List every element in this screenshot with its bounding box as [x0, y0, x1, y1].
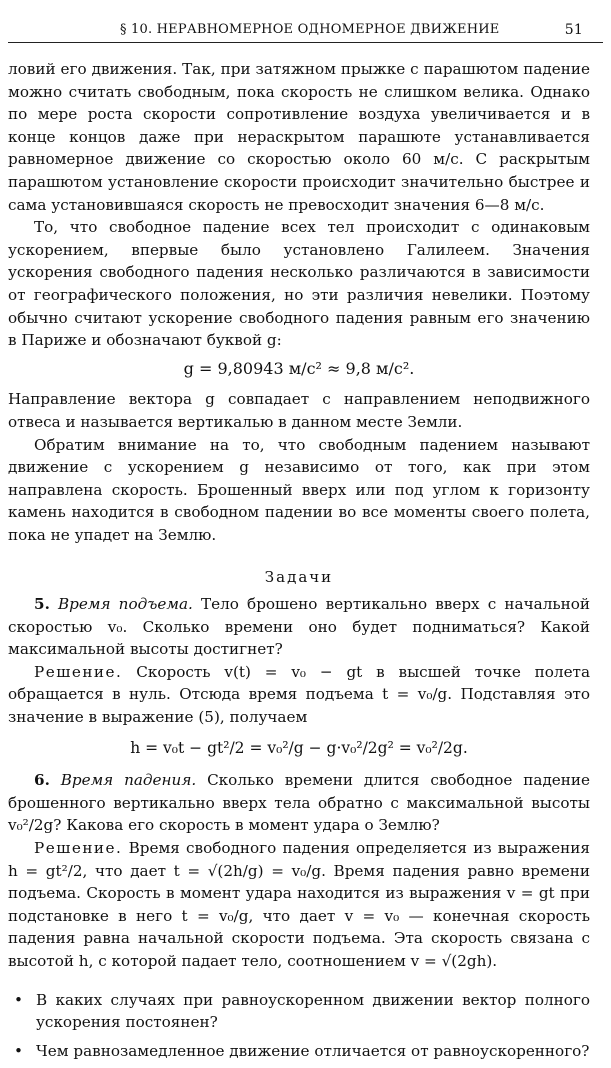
solution-label: Решение.: [34, 839, 123, 857]
solution-label: Решение.: [34, 662, 123, 681]
task-6-solution-text: Время свободного падения определяется из выражения h = gt²/2, что дает t = √(2h/g) = v₀/g. Время падения равно времени подъема. Скорость в момент удара находится из выражения v = gt при подстановке в него t = v₀/g, что дает v = v₀ — конечная скорость падения равна начальной скорости подъема. Эта скорость связана с высотой h, с которой падает тело, соотношением v = √(2gh).: [8, 839, 590, 970]
question-item: [8, 1040, 590, 1063]
running-header: [8, 16, 603, 43]
page-body: [8, 58, 590, 1068]
task-6-solution: [8, 837, 590, 973]
paragraph-galileo: То, что свободное падение всех тел происходит с одинаковым ускорением, впервые было установлено Галилеем. Значения ускорения свободного падения несколько различаются в зависимости от географического положения, но эти различия невелики. Поэтому обычно считают ускорение свободного падения равным его значению в Париже и обозначают буквой g:: [8, 218, 590, 350]
question-text: В каких случаях при равноускоренном движении вектор полного ускорения постоянен?: [36, 990, 590, 1032]
paragraph-vertical: Направление вектора g совпадает с направлением неподвижного отвеса и называется вертикалью в данном месте Земли.: [8, 390, 590, 431]
tasks-heading: Задачи: [264, 568, 334, 587]
formula-g-value: g = 9,80943 м/с² ≈ 9,8 м/с².: [183, 358, 415, 378]
question-text: Чем равнозамедленное движение отличается от равноускоренного?: [36, 1041, 590, 1060]
paragraph-free-fall: Обратим внимание на то, что свободным падением называют движение с ускорением g независимо от того, как при этом направлена скорость. Брошенный вверх или под углом к горизонту камень находится в свободном падении во все моменты своего полета, пока не упадет на Землю.: [8, 435, 590, 544]
bullet-icon: •: [14, 990, 23, 1009]
paragraph-continuation: ловий его движения. Так, при затяжном прыжке с парашютом падение можно считать свободным, пока скорость не слишком велика. Однако по мере роста скорости сопротивление воздуха увеличивается и в конце концов даже при нераскрытом парашюте устанавливается равномерное движение со скоростью около 60 м/с. С раскрытым парашютом установление скорости происходит значительно быстрее и сама установившаяся скорость не превосходит значения 6—8 м/с.: [8, 60, 590, 214]
task-5-text: Тело брошено вертикально вверх с начальной скоростью v₀. Сколько времени оно будет подниматься? Какой максимальной высоты достигнет?: [8, 595, 591, 659]
task-6-number: 6.: [34, 771, 50, 790]
task-5-solution-text: Скорость v(t) = v₀ − gt в высшей точке полета обращается в нуль. Отсюда время подъема t = v₀/g. Подставляя это значение в выражение (5), получаем: [8, 662, 591, 727]
task-5-title: Время подъема.: [58, 595, 193, 614]
question-item: [8, 989, 590, 1034]
page-number: 51: [564, 22, 583, 38]
bullet-icon: •: [14, 1041, 23, 1060]
task-6-text: Сколько времени длится свободное падение брошенного вертикально вверх тела обратно с максимальной высоты v₀²/2g? Какова его скорость в момент удара о Землю?: [8, 771, 591, 835]
task-5: [8, 593, 590, 661]
task-5-number: 5.: [34, 595, 50, 614]
task-6-title: Время падения.: [60, 771, 197, 790]
task-5-solution: [8, 661, 590, 729]
header-title: § 10. НЕРАВНОМЕРНОЕ ОДНОМЕРНОЕ ДВИЖЕНИЕ: [120, 22, 500, 37]
formula-max-height: h = v₀t − gt²/2 = v₀²/g − g·v₀²/2g² = v₀²/2g.: [130, 738, 468, 757]
task-6: [8, 769, 590, 837]
